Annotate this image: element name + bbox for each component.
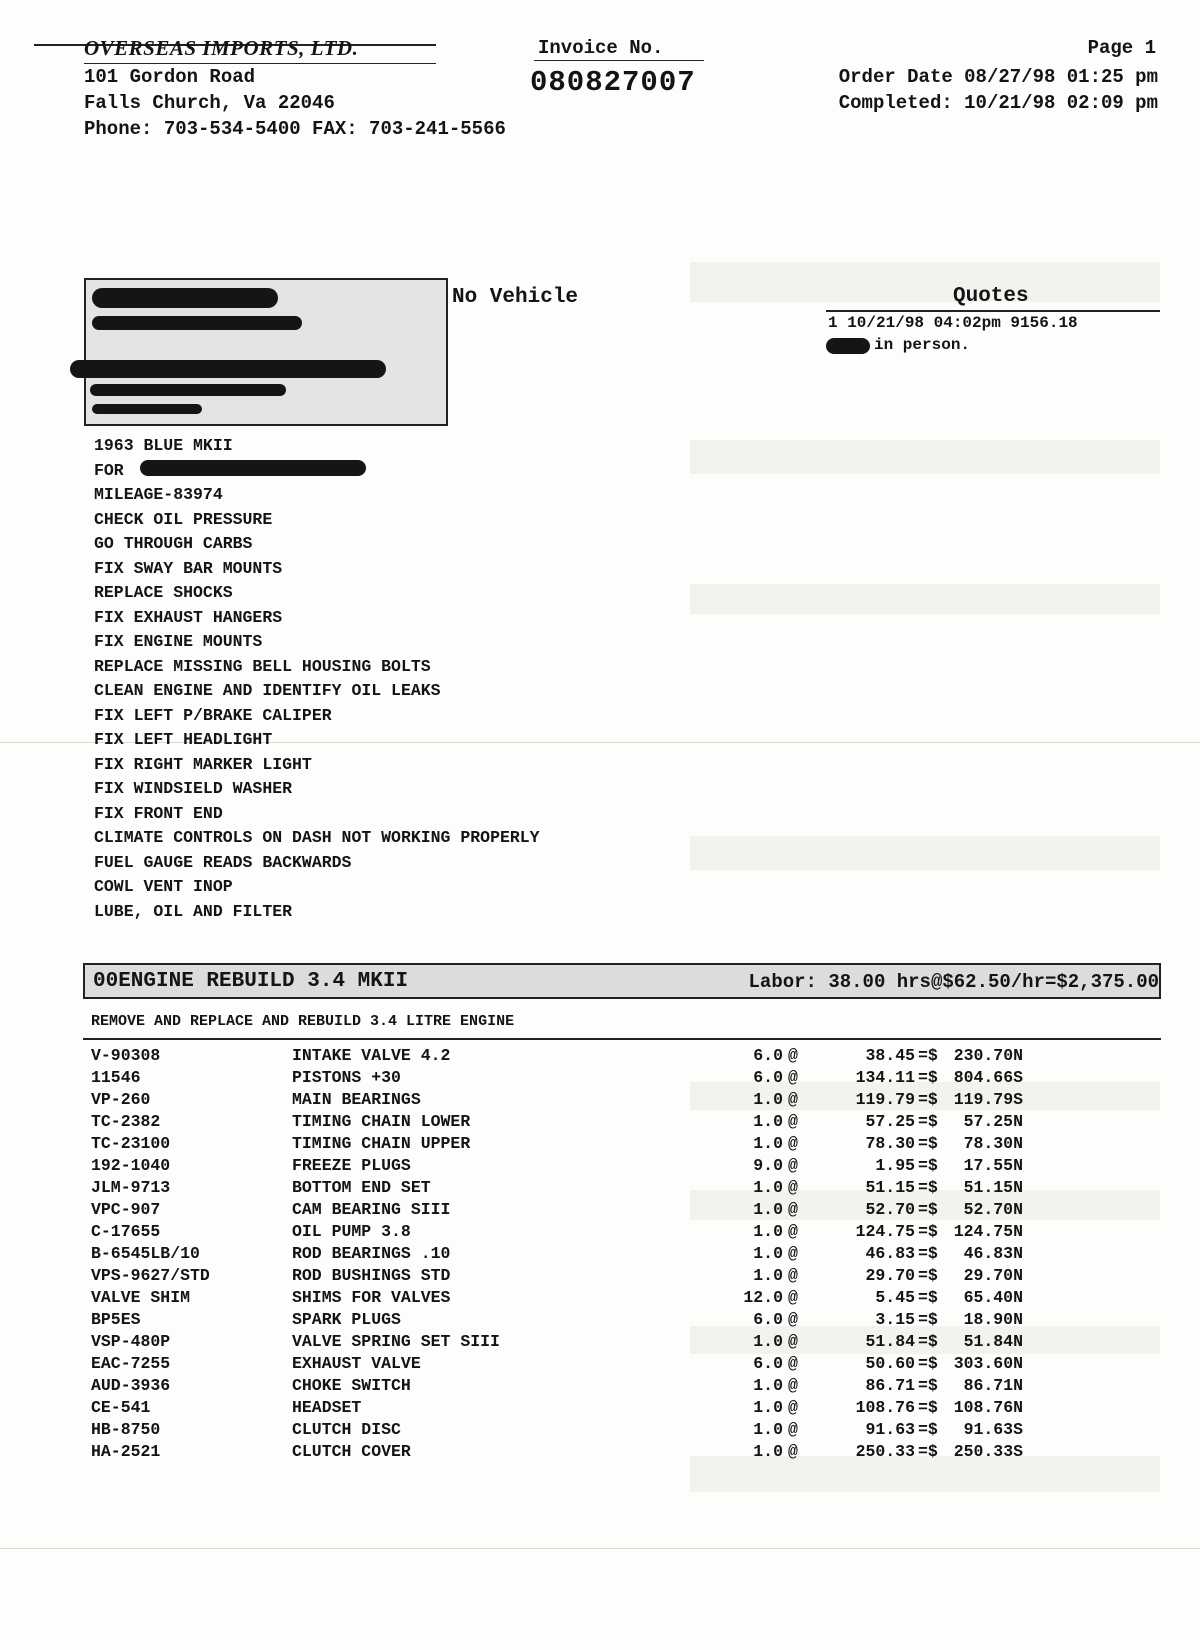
part-row	[0, 1420, 1200, 1442]
job-description: REMOVE AND REPLACE AND REBUILD 3.4 LITRE ENGINE	[91, 1013, 515, 1030]
part-equals: =$	[918, 1354, 938, 1373]
part-equals: =$	[918, 1156, 938, 1175]
part-row	[0, 1332, 1200, 1354]
part-equals: =$	[918, 1310, 938, 1329]
part-unit-price: 51.15	[865, 1178, 915, 1197]
quote-contact: in person.	[874, 336, 971, 354]
part-description: PISTONS +30	[292, 1068, 401, 1087]
part-unit-price: 86.71	[865, 1376, 915, 1395]
part-equals: =$	[918, 1112, 938, 1131]
part-quantity: 1.0	[753, 1134, 783, 1153]
part-number: HA-2521	[91, 1442, 161, 1461]
part-row	[0, 1200, 1200, 1222]
part-quantity: 1.0	[753, 1398, 783, 1417]
bleed-through-band	[690, 836, 1160, 870]
part-line-total: 119.79S	[953, 1090, 1023, 1109]
part-unit-price: 38.45	[865, 1046, 915, 1065]
part-number: V-90308	[91, 1046, 161, 1065]
part-quantity: 6.0	[753, 1046, 783, 1065]
part-description: VALVE SPRING SET SIII	[292, 1332, 500, 1351]
invoice-number: 080827007	[530, 66, 696, 99]
part-description: OIL PUMP 3.8	[292, 1222, 411, 1241]
part-row	[0, 1288, 1200, 1310]
part-unit-price: 51.84	[865, 1332, 915, 1351]
part-equals: =$	[918, 1288, 938, 1307]
part-row	[0, 1310, 1200, 1332]
company-address-line2: Falls Church, Va 22046	[84, 92, 335, 114]
quotes-title: Quotes	[953, 285, 1029, 308]
part-number: VPS-9627/STD	[91, 1266, 210, 1285]
part-number: VSP-480P	[91, 1332, 171, 1351]
part-number: JLM-9713	[91, 1178, 171, 1197]
redaction-mark	[90, 384, 286, 396]
part-line-total: 65.40N	[963, 1288, 1023, 1307]
part-row	[0, 1112, 1200, 1134]
part-at-sign: @	[788, 1222, 798, 1241]
part-unit-price: 108.76	[855, 1398, 915, 1417]
redaction-mark	[70, 360, 386, 378]
part-equals: =$	[918, 1244, 938, 1263]
redaction-mark	[92, 404, 202, 414]
part-equals: =$	[918, 1332, 938, 1351]
part-row	[0, 1068, 1200, 1090]
work-note-line: FIX LEFT HEADLIGHT	[94, 730, 273, 749]
part-unit-price: 119.79	[855, 1090, 915, 1109]
part-number: VP-260	[91, 1090, 151, 1109]
part-equals: =$	[918, 1046, 938, 1065]
part-quantity: 12.0	[743, 1288, 783, 1307]
part-at-sign: @	[788, 1046, 798, 1065]
work-note-line: FOR	[94, 460, 124, 480]
part-line-total: 18.90N	[963, 1310, 1023, 1329]
invoice-label-underline	[534, 60, 704, 61]
bleed-through-band	[690, 440, 1160, 474]
part-row	[0, 1090, 1200, 1112]
part-description: ROD BUSHINGS STD	[292, 1266, 451, 1285]
part-line-total: 86.71N	[963, 1376, 1023, 1395]
part-quantity: 6.0	[753, 1310, 783, 1329]
part-at-sign: @	[788, 1090, 798, 1109]
job-description-rule	[83, 1038, 1161, 1040]
part-quantity: 1.0	[753, 1222, 783, 1241]
quote-entry: 1 10/21/98 04:02pm 9156.18	[828, 314, 1078, 332]
bleed-through-band	[690, 262, 1160, 302]
work-note-line: GO THROUGH CARBS	[94, 534, 253, 553]
part-number: AUD-3936	[91, 1376, 171, 1395]
part-description: CAM BEARING SIII	[292, 1200, 451, 1219]
part-description: CLUTCH DISC	[292, 1420, 401, 1439]
part-row	[0, 1398, 1200, 1420]
work-note-line: COWL VENT INOP	[94, 877, 233, 896]
part-description: CLUTCH COVER	[292, 1442, 411, 1461]
part-number: VALVE SHIM	[91, 1288, 191, 1307]
part-row	[0, 1156, 1200, 1178]
part-description: SPARK PLUGS	[292, 1310, 401, 1329]
part-quantity: 1.0	[753, 1200, 783, 1219]
part-line-total: 51.15N	[963, 1178, 1023, 1197]
part-number: 192-1040	[91, 1156, 171, 1175]
part-equals: =$	[918, 1420, 938, 1439]
part-at-sign: @	[788, 1420, 798, 1439]
part-at-sign: @	[788, 1266, 798, 1285]
part-line-total: 91.63S	[963, 1420, 1023, 1439]
work-note-line: MILEAGE-83974	[94, 485, 223, 504]
part-description: FREEZE PLUGS	[292, 1156, 411, 1175]
part-unit-price: 50.60	[865, 1354, 915, 1373]
page-number: Page 1	[1087, 37, 1156, 59]
part-row	[0, 1376, 1200, 1398]
part-at-sign: @	[788, 1332, 798, 1351]
part-at-sign: @	[788, 1442, 798, 1461]
work-note-line: CLEAN ENGINE AND IDENTIFY OIL LEAKS	[94, 681, 441, 700]
part-line-total: 250.33S	[953, 1442, 1023, 1461]
part-equals: =$	[918, 1134, 938, 1153]
part-equals: =$	[918, 1068, 938, 1087]
part-number: VPC-907	[91, 1200, 161, 1219]
part-number: TC-23100	[91, 1134, 171, 1153]
part-unit-price: 5.45	[875, 1288, 915, 1307]
company-phone-fax: Phone: 703-534-5400 FAX: 703-241-5566	[84, 118, 506, 140]
part-number: C-17655	[91, 1222, 161, 1241]
part-at-sign: @	[788, 1200, 798, 1219]
part-row	[0, 1442, 1200, 1464]
part-quantity: 1.0	[753, 1178, 783, 1197]
part-line-total: 108.76N	[953, 1398, 1023, 1417]
part-description: HEADSET	[292, 1398, 362, 1417]
part-at-sign: @	[788, 1178, 798, 1197]
part-description: EXHAUST VALVE	[292, 1354, 421, 1373]
part-unit-price: 134.11	[855, 1068, 915, 1087]
customer-address-box	[84, 278, 448, 426]
part-number: B-6545LB/10	[91, 1244, 200, 1263]
part-at-sign: @	[788, 1134, 798, 1153]
part-quantity: 6.0	[753, 1354, 783, 1373]
part-number: HB-8750	[91, 1420, 161, 1439]
work-order-notes	[94, 434, 540, 924]
part-unit-price: 3.15	[875, 1310, 915, 1329]
part-row	[0, 1178, 1200, 1200]
part-at-sign: @	[788, 1354, 798, 1373]
work-note-line: CLIMATE CONTROLS ON DASH NOT WORKING PROPERLY	[94, 828, 540, 847]
part-unit-price: 52.70	[865, 1200, 915, 1219]
part-unit-price: 91.63	[865, 1420, 915, 1439]
part-line-total: 52.70N	[963, 1200, 1023, 1219]
part-number: 11546	[91, 1068, 141, 1087]
part-unit-price: 124.75	[855, 1222, 915, 1241]
part-row	[0, 1266, 1200, 1288]
part-line-total: 804.66S	[953, 1068, 1023, 1087]
part-description: TIMING CHAIN LOWER	[292, 1112, 471, 1131]
invoice-label: Invoice No.	[538, 37, 664, 59]
part-unit-price: 29.70	[865, 1266, 915, 1285]
part-at-sign: @	[788, 1112, 798, 1131]
part-at-sign: @	[788, 1398, 798, 1417]
order-date: Order Date 08/27/98 01:25 pm	[838, 66, 1158, 88]
work-note-line: FIX RIGHT MARKER LIGHT	[94, 754, 312, 774]
part-row	[0, 1354, 1200, 1376]
work-note-line: FIX EXHAUST HANGERS	[94, 607, 283, 627]
work-note-line: REPLACE MISSING BELL HOUSING BOLTS	[94, 656, 431, 676]
part-unit-price: 1.95	[875, 1156, 915, 1175]
part-at-sign: @	[788, 1310, 798, 1329]
part-description: CHOKE SWITCH	[292, 1376, 411, 1395]
vehicle-status: No Vehicle	[452, 286, 579, 309]
part-unit-price: 57.25	[865, 1112, 915, 1131]
bleed-through-band	[690, 584, 1160, 614]
part-equals: =$	[918, 1090, 938, 1109]
redaction-mark	[826, 338, 870, 354]
part-description: TIMING CHAIN UPPER	[292, 1134, 471, 1153]
part-number: CE-541	[91, 1398, 151, 1417]
company-underline	[84, 63, 436, 64]
work-note-line: FIX ENGINE MOUNTS	[94, 632, 263, 651]
part-quantity: 9.0	[753, 1156, 783, 1175]
part-row	[0, 1134, 1200, 1156]
part-quantity: 1.0	[753, 1442, 783, 1461]
part-line-total: 57.25N	[963, 1112, 1023, 1131]
redaction-mark	[140, 460, 366, 476]
work-note-line: FIX FRONT END	[94, 803, 223, 823]
part-equals: =$	[918, 1200, 938, 1219]
part-line-total: 51.84N	[963, 1332, 1023, 1351]
part-equals: =$	[918, 1266, 938, 1285]
part-line-total: 303.60N	[953, 1354, 1023, 1373]
completed-date: Completed: 10/21/98 02:09 pm	[838, 92, 1158, 114]
job-title: 00ENGINE REBUILD 3.4 MKII	[93, 970, 409, 993]
part-number: TC-2382	[91, 1112, 161, 1131]
company-name: OVERSEAS IMPORTS, LTD.	[84, 36, 359, 60]
part-line-total: 124.75N	[953, 1222, 1023, 1241]
part-equals: =$	[918, 1222, 938, 1241]
page-crease	[0, 1548, 1200, 1549]
work-note-line: CHECK OIL PRESSURE	[94, 509, 273, 529]
part-line-total: 29.70N	[963, 1266, 1023, 1285]
job-labor: Labor: 38.00 hrs@$62.50/hr=$2,375.00	[748, 971, 1159, 993]
part-quantity: 1.0	[753, 1244, 783, 1263]
part-at-sign: @	[788, 1068, 798, 1087]
redaction-mark	[92, 316, 302, 330]
quotes-rule	[826, 310, 1160, 312]
part-equals: =$	[918, 1398, 938, 1417]
part-at-sign: @	[788, 1376, 798, 1395]
part-at-sign: @	[788, 1244, 798, 1263]
part-unit-price: 250.33	[855, 1442, 915, 1461]
part-quantity: 1.0	[753, 1266, 783, 1285]
part-quantity: 1.0	[753, 1376, 783, 1395]
part-line-total: 17.55N	[963, 1156, 1023, 1175]
part-row	[0, 1046, 1200, 1068]
part-row	[0, 1244, 1200, 1266]
work-note-line: FIX SWAY BAR MOUNTS	[94, 558, 283, 578]
work-note-line: FIX WINDSIELD WASHER	[94, 779, 293, 798]
part-description: SHIMS FOR VALVES	[292, 1288, 451, 1307]
part-description: INTAKE VALVE 4.2	[292, 1046, 451, 1065]
part-number: EAC-7255	[91, 1354, 171, 1373]
part-quantity: 1.0	[753, 1332, 783, 1351]
part-equals: =$	[918, 1376, 938, 1395]
part-quantity: 1.0	[753, 1420, 783, 1439]
part-at-sign: @	[788, 1288, 798, 1307]
part-at-sign: @	[788, 1156, 798, 1175]
part-row	[0, 1222, 1200, 1244]
part-equals: =$	[918, 1442, 938, 1461]
part-line-total: 78.30N	[963, 1134, 1023, 1153]
part-line-total: 46.83N	[963, 1244, 1023, 1263]
part-description: ROD BEARINGS .10	[292, 1244, 451, 1263]
part-number: BP5ES	[91, 1310, 141, 1329]
part-unit-price: 46.83	[865, 1244, 915, 1263]
work-note-line: LUBE, OIL AND FILTER	[94, 901, 293, 921]
part-description: BOTTOM END SET	[292, 1178, 431, 1197]
work-note-line: FUEL GAUGE READS BACKWARDS	[94, 852, 352, 872]
part-quantity: 1.0	[753, 1112, 783, 1131]
job-header	[83, 963, 1161, 999]
part-description: MAIN BEARINGS	[292, 1090, 421, 1109]
part-line-total: 230.70N	[953, 1046, 1023, 1065]
work-note-line: 1963 BLUE MKII	[94, 436, 233, 455]
part-unit-price: 78.30	[865, 1134, 915, 1153]
company-address-line1: 101 Gordon Road	[84, 66, 256, 88]
part-quantity: 6.0	[753, 1068, 783, 1087]
work-note-line: REPLACE SHOCKS	[94, 583, 233, 602]
redaction-mark	[92, 288, 278, 308]
work-note-line: FIX LEFT P/BRAKE CALIPER	[94, 705, 332, 725]
part-quantity: 1.0	[753, 1090, 783, 1109]
part-equals: =$	[918, 1178, 938, 1197]
